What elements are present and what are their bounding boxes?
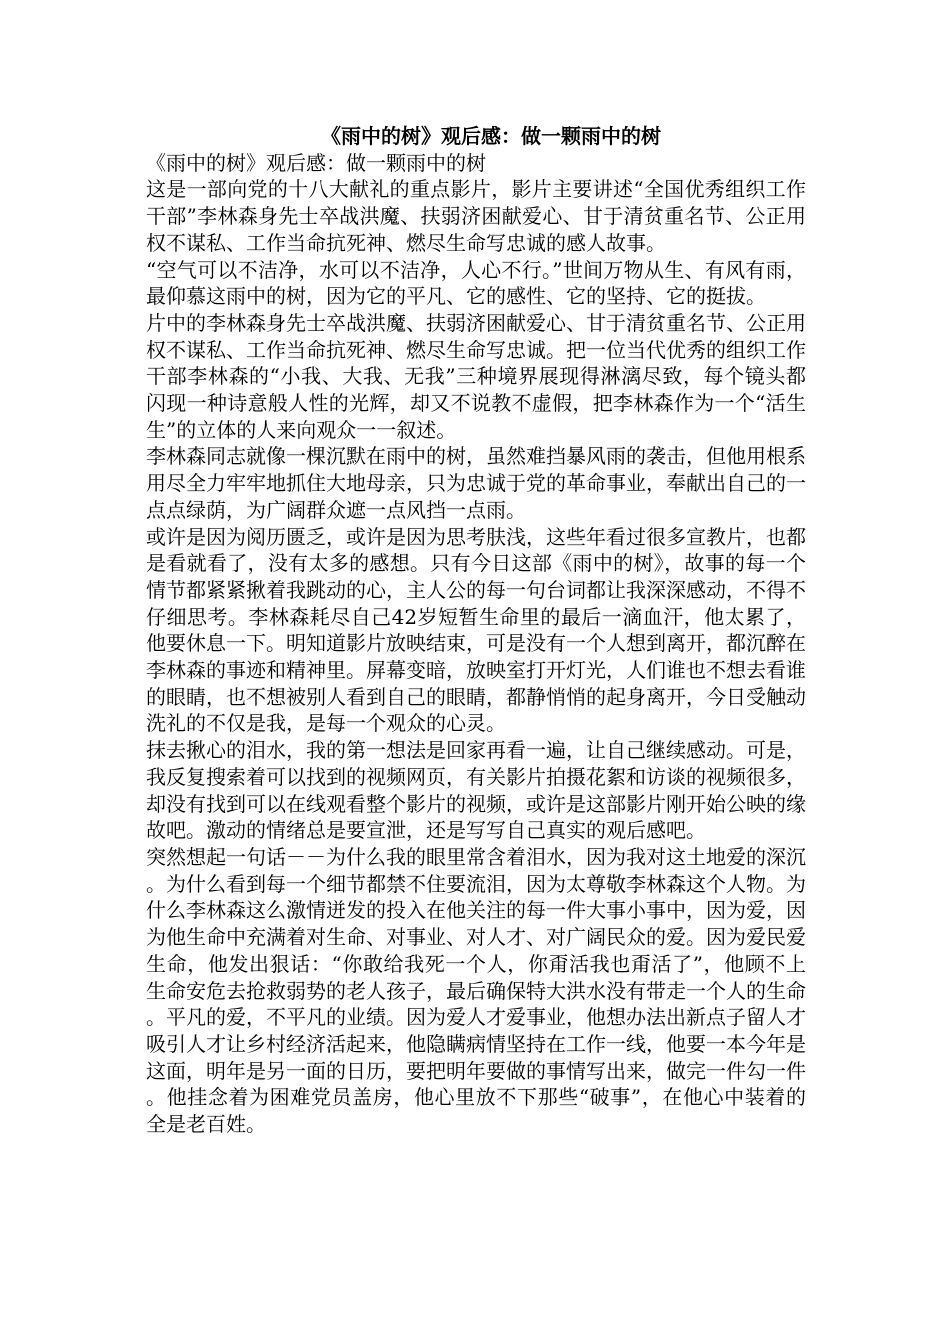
paragraph: 或许是因为阅历匮乏，或许是因为思考肤浅，这些年看过很多宣教片，也都是看就看了，没有太多的感想。只有今日这部《雨中的树》，故事的每一个情节都紧紧揪着我跳动的心，主人公的每一句台词都让我深深感动，不得不仔细思考。李林森耗尽自己42岁短暂生命里的最后一滴血汗，他太累了，他要休息一下。明知道影片放映结束，可是没有一个人想到离开，都沉醉在李林森的事迹和精神里。屏幕变暗，放映室打开灯光，人们谁也不想去看谁的眼睛，也不想被别人看到自己的眼睛，都静悄悄的起身离开，今日受触动洗礼的不仅是我，是每一个观众的心灵。 [146, 524, 806, 736]
paragraph: 突然想起一句话－－为什么我的眼里常含着泪水，因为我对这土地爱的深沉。为什么看到每一个细节都禁不住要流泪，因为太尊敬李林森这个人物。为什么李林森这么激情迸发的投入在他关注的每一件大事小事中，因为爱，因为他生命中充满着对生命、对事业、对人才、对广阔民众的爱。因为爱民爱生命，他发出狠话：“你敢给我死一个人，你甭活我也甭活了”，他顾不上生命安危去抢救弱势的老人孩子，最后确保特大洪水没有带走一个人的生命。平凡的爱，不平凡的业绩。因为爱人才爱事业，他想办法出新点子留人才吸引人才让乡村经济活起来，他隐瞒病情坚持在工作一线，他要一本今年是这面，明年是另一面的日历，要把明年要做的事情写出来，做完一件勾一件。他挂念着为困难党员盖房，他心里放不下那些“破事”，在他心中装着的全是老百姓。 [146, 844, 806, 1137]
paragraph-subtitle: 《雨中的树》观后感：做一颗雨中的树 [146, 150, 486, 175]
paragraph: 李林森同志就像一棵沉默在雨中的树，虽然难挡暴风雨的袭击，但他用根系用尽全力牢牢地抓住大地母亲，只为忠诚于党的革命事业，奉献出自己的一点点绿荫，为广阔群众遮一点风挡一点雨。 [146, 444, 806, 522]
paragraph: 这是一部向党的十八大献礼的重点影片，影片主要讲述“全国优秀组织工作干部”李林森身先士卒战洪魔、扶弱济困献爱心、甘于清贫重名节、公正用权不谋私、工作当命抗死神、燃尽生命写忠诚的感人故事。 [146, 177, 806, 255]
paragraph: “空气可以不洁净，水可以不洁净，人心不行。”世间万物从生、有风有雨，最仰慕这雨中的树，因为它的平凡、它的感性、它的坚持、它的挺拔。 [146, 257, 806, 309]
document-title: 《雨中的树》观后感：做一颗雨中的树 [321, 124, 661, 148]
paragraph: 抹去揪心的泪水，我的第一想法是回家再看一遍，让自己继续感动。可是，我反复搜索着可以找到的视频网页，有关影片拍摄花絮和访谈的视频很多，却没有找到可以在线观看整个影片的视频，或许是这部影片刚开始公映的缘故吧。激动的情绪总是要宣泄，还是写写自己真实的观后感吧。 [146, 738, 806, 843]
paragraph: 片中的李林森身先士卒战洪魔、扶弱济困献爱心、甘于清贫重名节、公正用权不谋私、工作当命抗死神、燃尽生命写忠诚。把一位当代优秀的组织工作干部李林森的“小我、大我、无我”三种境界展现得淋漓尽致，每个镜头都闪现一种诗意般人性的光辉，却又不说教不虚假，把李林森作为一个“活生生”的立体的人来向观众一一叙述。 [146, 310, 806, 442]
document-body [146, 123, 806, 1138]
